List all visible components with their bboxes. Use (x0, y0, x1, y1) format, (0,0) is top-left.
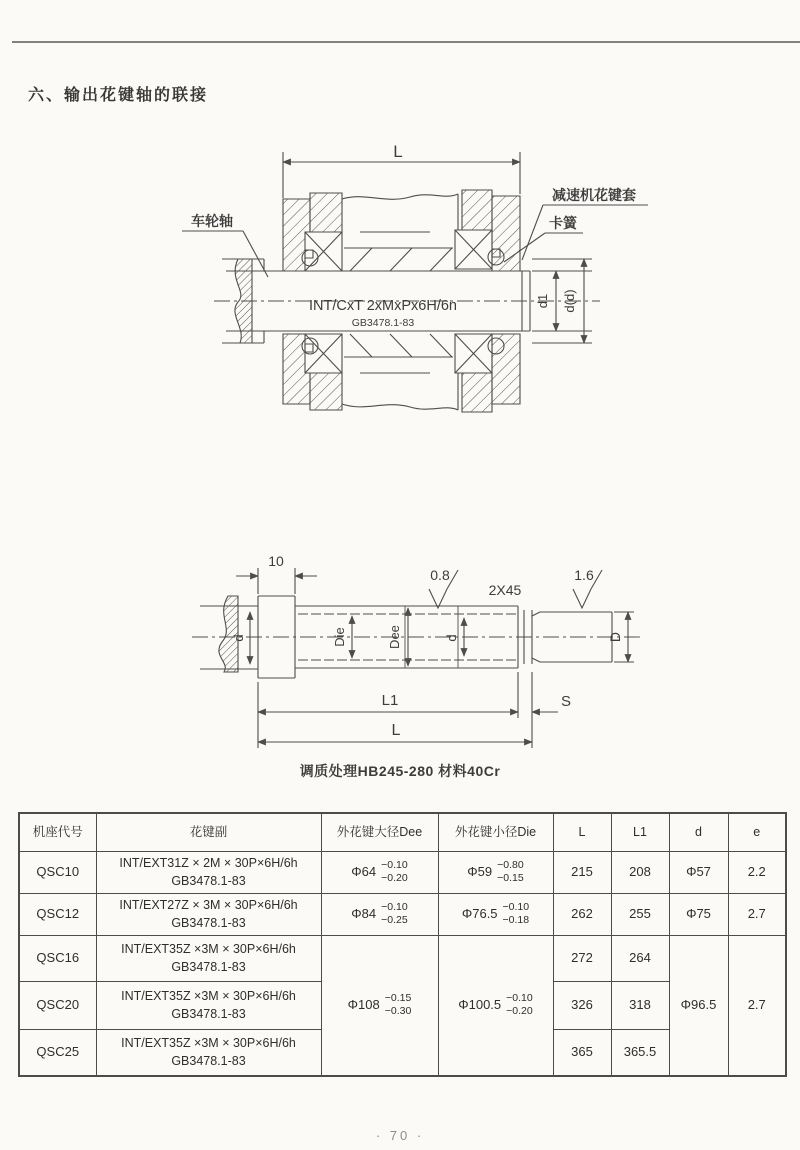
cell-die (438, 893, 553, 935)
section-line (390, 248, 412, 271)
page-title: 六、输出花键轴的联接 (28, 87, 209, 104)
scan-artifact-line (12, 41, 800, 43)
cell-spline (96, 851, 321, 893)
dim-label-d-left: d (231, 634, 246, 642)
header-major-dia: 外花键大径Dee (321, 813, 438, 851)
spline-standard-line: GB3478.1-83 (171, 874, 246, 888)
housing-hatch (462, 190, 492, 230)
dee-upper-tol: −0.10 (381, 858, 408, 871)
housing-hatch (462, 373, 492, 412)
spline-standard-line: GB3478.1-83 (171, 1054, 246, 1069)
section-line (430, 248, 452, 271)
cell-L: 272 (553, 935, 611, 981)
shaft-break-hatch (235, 259, 252, 343)
chamfer-label: 2X45 (488, 582, 522, 598)
cell-spline (96, 981, 321, 1029)
table-row (19, 851, 786, 893)
spline-standard-line: GB3478.1-83 (171, 916, 246, 930)
dee-lower-tol: −0.20 (381, 872, 408, 884)
housing-hatch (492, 196, 520, 271)
break-wave (342, 194, 458, 199)
wheel-shaft-label: 车轮轴 (191, 213, 233, 229)
table-row (19, 935, 786, 981)
roughness-label-08: 0.8 (430, 567, 450, 583)
circlip-label: 卡簧 (549, 215, 577, 231)
cell-L1: 255 (611, 893, 669, 935)
dee-upper-tol: −0.10 (381, 900, 408, 913)
dim-label-Dee: Dee (387, 625, 402, 649)
chamfer-line (532, 658, 540, 662)
break-wave (342, 404, 458, 410)
cell-die (438, 851, 553, 893)
cell-L1: 318 (611, 981, 669, 1029)
cell-L: 326 (553, 981, 611, 1029)
header-e: e (728, 813, 786, 851)
cell-e: 2.2 (728, 851, 786, 893)
roughness-icon (573, 589, 591, 608)
cell-code: QSC25 (19, 1029, 96, 1076)
cell-dee-merged (321, 935, 438, 1076)
cell-die-merged (438, 935, 553, 1076)
cell-L: 262 (553, 893, 611, 935)
shaft-detail-drawing (170, 540, 650, 790)
die-lower-tol: −0.20 (506, 1005, 533, 1018)
cell-L1: 208 (611, 851, 669, 893)
section-line (390, 334, 412, 357)
dee-lower-tol: −0.30 (384, 1005, 412, 1018)
material-caption: 调质处理HB245-280 材料40Cr (299, 763, 501, 779)
spline-standard-line: GB3478.1-83 (171, 960, 246, 974)
dim-label-L: L (391, 722, 401, 739)
cell-code: QSC10 (19, 851, 96, 893)
cell-L1: 264 (611, 935, 669, 981)
cell-code: QSC16 (19, 935, 96, 981)
die-value: Φ100.5 (458, 996, 502, 1012)
section-line (350, 248, 372, 271)
dee-lower-tol: −0.25 (381, 914, 408, 926)
leader-line (522, 205, 543, 260)
dim-label-L: L (393, 142, 403, 161)
table-header-row (19, 813, 786, 851)
spline-spec-line: INT/EXT35Z ×3M × 30P×6H/6h (121, 988, 296, 1003)
die-upper-tol: −0.10 (506, 992, 533, 1005)
housing-hatch (310, 373, 342, 410)
dim-label-L1: L1 (381, 692, 399, 709)
cell-L: 215 (553, 851, 611, 893)
cell-dee (321, 851, 438, 893)
header-minor-dia: 外花键小径Die (438, 813, 553, 851)
dim-label-S: S (560, 693, 572, 710)
spline-spec-line: INT/EXT31Z × 2M × 30P×6H/6h (119, 855, 298, 870)
die-upper-tol: −0.10 (502, 900, 530, 913)
spline-spec-line: INT/EXT35Z ×3M × 30P×6H/6h (121, 1036, 296, 1051)
shaft-break-hatch (219, 596, 238, 672)
cell-dee (321, 893, 438, 935)
section-line (350, 334, 372, 357)
dee-value: Φ64 (351, 863, 377, 879)
die-upper-tol: −0.80 (497, 858, 524, 871)
cell-code: QSC12 (19, 893, 96, 935)
dee-value: Φ84 (351, 905, 377, 921)
header-L: L (553, 813, 611, 851)
dee-value: Φ108 (347, 996, 380, 1012)
spline-spec-line: INT/EXT27Z × 3M × 30P×6H/6h (119, 897, 298, 912)
dim-label-10: 10 (268, 553, 284, 569)
spline-spec-text: INT/CxT 2xMxPx6H/6n (309, 298, 457, 314)
cell-e: 2.7 (728, 893, 786, 935)
header-spline-pair: 花键副 (96, 813, 321, 851)
dim-label-dd: d(d) (562, 289, 577, 313)
cell-L1: 365.5 (611, 1029, 669, 1076)
spec-table (18, 812, 787, 1077)
housing-hatch (310, 193, 342, 232)
cell-d: Φ57 (669, 851, 728, 893)
page-number: · 70 · (375, 1128, 425, 1143)
cell-L: 365 (553, 1029, 611, 1076)
header-L1: L1 (611, 813, 669, 851)
dim-label-Die: Die (332, 627, 347, 647)
table-row (19, 893, 786, 935)
cell-spline (96, 893, 321, 935)
dee-upper-tol: −0.15 (384, 992, 412, 1005)
cell-spline (96, 1029, 321, 1076)
roughness-icon (429, 589, 447, 608)
dim-label-d-right: d (444, 634, 459, 642)
spline-spec-line: INT/EXT35Z ×3M × 30P×6H/6h (121, 941, 296, 956)
assembly-drawing (150, 140, 650, 440)
spline-standard-text: GB3478.1-83 (351, 317, 415, 329)
die-value: Φ76.5 (461, 905, 498, 921)
chamfer-line (532, 612, 540, 616)
reducer-sleeve-label: 减速机花键套 (552, 187, 636, 203)
cell-d: Φ75 (669, 893, 728, 935)
cell-spline (96, 935, 321, 981)
spline-standard-line: GB3478.1-83 (171, 1007, 246, 1021)
section-line (430, 334, 452, 357)
dim-label-d1: d1 (535, 293, 550, 309)
housing-hatch (492, 334, 520, 404)
roughness-label-16: 1.6 (574, 567, 594, 583)
cell-d-merged: Φ96.5 (669, 935, 728, 1076)
die-lower-tol: −0.15 (497, 872, 524, 884)
dim-label-D: D (607, 631, 623, 643)
header-d: d (669, 813, 728, 851)
header-frame-code: 机座代号 (19, 813, 96, 851)
die-lower-tol: −0.18 (502, 914, 530, 926)
cell-e-merged: 2.7 (728, 935, 786, 1076)
cell-code: QSC20 (19, 981, 96, 1029)
die-value: Φ59 (467, 863, 493, 879)
